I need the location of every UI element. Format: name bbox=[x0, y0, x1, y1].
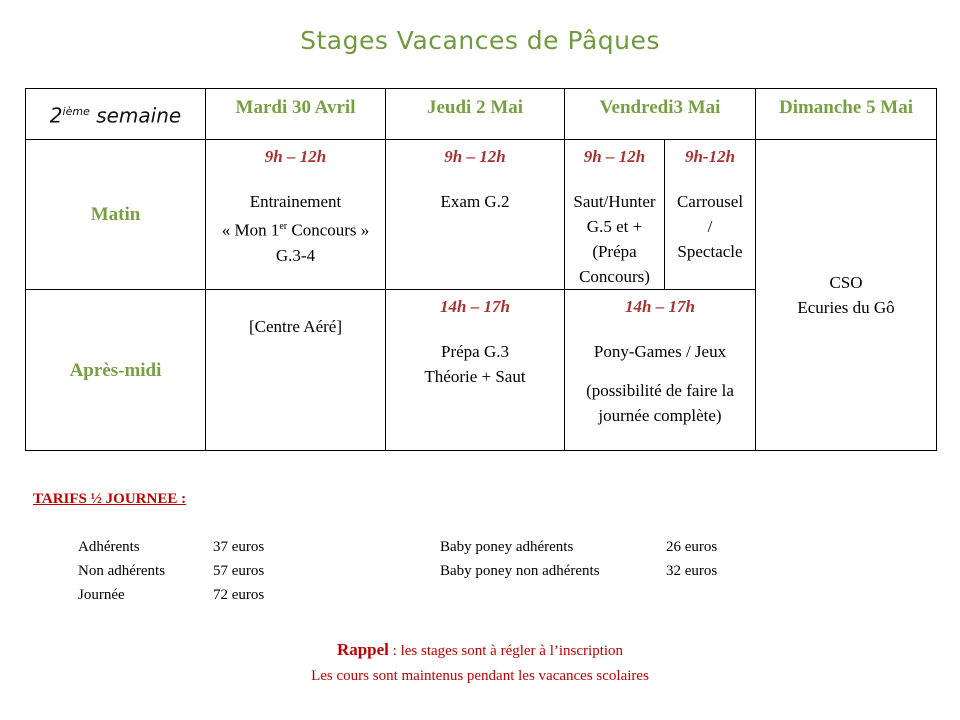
tarif-label: Journée bbox=[78, 587, 125, 603]
tarif-price: 72 euros bbox=[213, 587, 265, 603]
tarif-price: 37 euros bbox=[213, 539, 265, 555]
page-title: Stages Vacances de Pâques bbox=[300, 26, 660, 55]
day-header-thursday: Jeudi 2 Mai bbox=[386, 89, 565, 140]
tarif-label: Adhérents bbox=[78, 539, 140, 555]
rappel-note bbox=[0, 637, 960, 689]
schedule-table bbox=[25, 88, 937, 451]
tarif-prices-left bbox=[213, 535, 264, 607]
rappel-line2: Les cours sont maintenus pendant les vacances scolaires bbox=[311, 668, 649, 684]
cell-fri-afternoon: 14h – 17h Pony-Games / Jeux (possibilité de faire la journée complète) bbox=[565, 290, 756, 451]
day-header-sunday: Dimanche 5 Mai bbox=[756, 89, 937, 140]
tarif-price: 32 euros bbox=[666, 563, 718, 579]
tarif-price: 57 euros bbox=[213, 563, 265, 579]
tarif-price: 26 euros bbox=[666, 539, 718, 555]
rappel-text: : les stages sont à régler à l’inscription bbox=[388, 643, 624, 659]
tarif-label: Baby poney adhérents bbox=[440, 539, 574, 555]
row-label-morning: Matin bbox=[26, 140, 206, 290]
cell-sun-cso: CSO Ecuries du Gô bbox=[756, 140, 937, 451]
tarif-label: Non adhérents bbox=[78, 563, 166, 579]
cell-tue-afternoon: [Centre Aéré] bbox=[206, 290, 386, 451]
day-header-tuesday: Mardi 30 Avril bbox=[206, 89, 386, 140]
row-label-afternoon: Après-midi bbox=[26, 290, 206, 451]
cell-thu-afternoon: 14h – 17h Prépa G.3 Théorie + Saut bbox=[386, 290, 565, 451]
cell-thu-morning: 9h – 12h Exam G.2 bbox=[386, 140, 565, 290]
rappel-heading: Rappel bbox=[336, 640, 389, 659]
tarifs-title: TARIFS ½ JOURNEE : bbox=[33, 491, 187, 507]
tarif-prices-right bbox=[666, 535, 717, 583]
cell-fri-morning-saut: 9h – 12h Saut/Hunter G.5 et + (Prépa Concours) bbox=[565, 140, 665, 290]
tarif-labels-right bbox=[440, 535, 600, 583]
cell-tue-morning: 9h – 12h Entrainement « Mon 1er Concours » G.3-4 bbox=[206, 140, 386, 290]
tarif-labels-left bbox=[78, 535, 165, 607]
tarif-label: Baby poney non adhérents bbox=[440, 563, 600, 579]
day-header-friday: Vendredi3 Mai bbox=[565, 89, 756, 140]
week-label: 2ième semaine bbox=[26, 89, 206, 140]
cell-fri-morning-carrousel: 9h-12h Carrousel / Spectacle bbox=[665, 140, 756, 290]
